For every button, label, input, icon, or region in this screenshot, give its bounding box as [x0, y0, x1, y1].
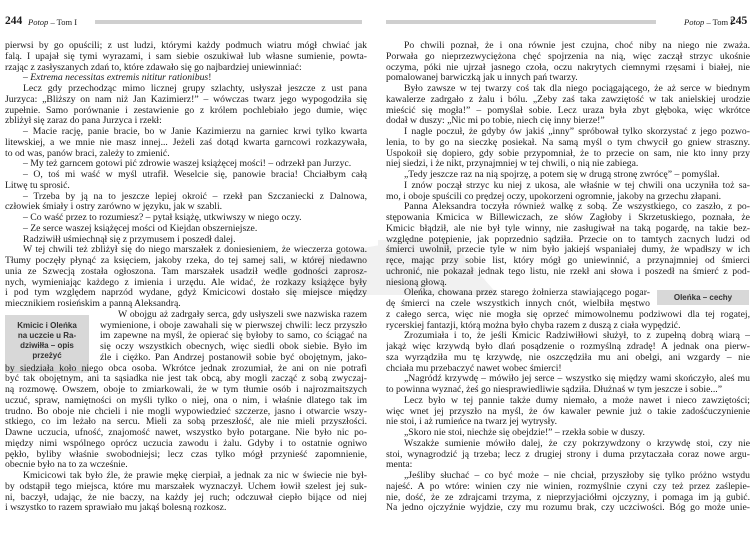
page-number: 244: [5, 15, 23, 27]
text-line: uczuć, spraw, namiętności on myśli tylko o niej, ona o nim, i właśnie dlatego tak im: [5, 395, 367, 406]
text-line: mieścić się mogła!” – pomyślał sobie. Lecz uraza była zbyt głęboka, więc wkrótce: [386, 105, 750, 116]
text-line: źle i ciężko. Pan Andrzej postanowił sobie być obojętnym, jako-: [100, 352, 367, 363]
text-line: obecnie było na to za wcześnie.: [5, 460, 128, 471]
text-line: „Tedy jeszcze raz na nią spojrzę, a potem się w drugą stronę zwrócę” – pomyślał.: [404, 170, 720, 180]
text-line: nie, dość, że ze zdrajcami trzyma, z nieprzyjaciółmi ojczyzny, i pomaga im ją gubić.: [386, 492, 750, 503]
text-line: Jurzyca: „Bliższy on nam niż Jan Kazimierz!” – wówczas twarz jego wypogodziła się: [5, 94, 367, 105]
paragraph: [5, 84, 367, 127]
text-line: Litwę tu sprosić.: [5, 180, 70, 191]
running-title-volume: – Tom I: [704, 17, 734, 27]
running-title-book: Potop: [28, 17, 49, 27]
paragraph: [5, 310, 367, 471]
quote-punctuation: !: [208, 73, 212, 84]
text-line: to od was, panów braci, zależy to zmienić.: [5, 148, 170, 159]
text-line: pękło, byliby właśnie swobodniejsi; lecz czas tylko mógł przynieść zapomnienie,: [5, 449, 367, 460]
text-line: rycerskiej fantazji, którą można było chyba razem z duszą z ciała wypędzić.: [386, 320, 681, 331]
text-line: Było zawsze w tej twarzy coś tak dla niego pociągającego, że aż serce w biednym: [404, 84, 750, 94]
paragraph: [386, 331, 750, 374]
text-line: Lecz gdy przechodząc mimo licznej grupy szlachty, usłyszał jeszcze z ust pana: [23, 84, 367, 94]
text-line: niej siedzi, i że nikt, przynajmniej w tej chwili, o nią nie zabiega.: [386, 159, 639, 170]
text-line: więc wnet jej przyszło na myśl, że ów kawaler pewnie już o takie zadośćuczynienie: [386, 406, 750, 417]
text-line: jakąż więc krzywdą było dlań posądzenie o rozmyślną zdradę! A jednak ona pierw-: [386, 342, 750, 352]
text-line: ną rozmowę. Owszem, oboje to zmiarkowali, że w tym tłumie osób i najrozmaitszych: [5, 385, 367, 395]
paragraph: [386, 428, 750, 439]
margin-note-line: przeżyć: [32, 351, 62, 360]
paragraph: [386, 127, 750, 170]
text-line: chciała mu przebaczyć nawet wobec śmierci!: [386, 363, 562, 374]
text-line: mo, i oboje spuścili co prędzej oczy, upokorzeni ogromnie, jakoby na grzechu złapani.: [386, 191, 722, 202]
text-line: Na jedno ojczyźnie wyjdzie, czy mu rozumu brak, czy uczciwości. Bóg go może unie-: [386, 503, 750, 514]
paragraph: [386, 471, 750, 514]
text-line: Lecz było w tej pannie także dumy niemało, a może nawet i nieco zawziętości;: [404, 395, 750, 406]
text-line: „Nagródź krzywdę – mówiło jej serce – wszystko się między wami skończyło, aleś mu: [404, 374, 750, 385]
paragraph: [386, 84, 750, 127]
text-line: by odstąpił tego miejsca, które mu marszałek wyznaczył. Uchem łowił szelest jej suk-: [5, 481, 367, 492]
text-line: stoi, wynagrodzić ją trzeba; lecz z drugiej strony i duma przytaczała coraz nowe argu-: [386, 449, 750, 460]
text-line: sza wyrządziła mu tę krzywdę, nie oszczędziła mu ani obelgi, ani wzgardy – nie: [386, 352, 750, 363]
paragraph: [5, 170, 367, 192]
text-line: być tak obojętnym, ani ta sąsiadka nie jest tak obcą, aby mogli zacząć z sobą zwyczaj-: [5, 374, 367, 385]
text-line: – Macie rację, panie bracie, bo w Janie Kazimierzu na garniec krwi tylko kwarta: [23, 127, 367, 137]
text-line: W tej chwili też zbliżył się do niego marszałek z doniesieniem, że wieczerza gotowa.: [23, 245, 367, 256]
text-line: ręce, mając przy sobie list, który mógł go uniewinnić, a przynajmniej od śmierci: [386, 256, 750, 266]
text-line: ni, baczył, udając, że nie baczy, na każdy jej ruch; odczuwał ciepło bijące od niej: [5, 492, 367, 503]
paragraph: [386, 396, 750, 428]
text-line: – Co waść przez to rozumiesz? – pytał książę, utkwiwszy w niego oczy.: [23, 213, 302, 223]
text-line: trudno. Bo oboje nie chcieli i nie mogli wypowiedzieć szczerze, jasno i otwarcie wszy-: [5, 406, 367, 417]
paragraph: [5, 192, 367, 214]
text-line: rzając z zasłyszanych zdań to, które zdawało się go najbardziej uniewinniać:: [5, 62, 302, 73]
paragraph: [386, 202, 750, 288]
paragraph: [5, 235, 367, 246]
text-line: między nimi wspólnego oprócz uczucia zawodu i żalu. Gdyby i to ostatnie ogniwo: [5, 438, 367, 449]
text-line: nie stoi, i aż rumieńce na twarz jej wytrysły.: [386, 417, 557, 428]
text-line: stkiego, co im leżało na sercu. Mieli za sobą przeszłość, ale nie mieli przyszłości.: [5, 417, 367, 428]
text-line: lenia, to by go na sieczkę posiekał. Na samą myśl o tym chwycił go gniew straszny.: [386, 137, 750, 148]
text-line: W obojgu aż zadrgały serca, gdy usłyszeli swe nazwiska razem: [118, 309, 367, 320]
text-line: pierwsi by go opuścili; z ust ludzi, którymi każdy podmuch wiatru mógł chwiać jak: [5, 41, 367, 51]
margin-note-line: dziwiłła – opis: [20, 341, 74, 350]
running-title-volume: – Tom I: [48, 17, 78, 27]
text-line: kawalerze zadrgało z żalu i bólu. „Żeby zaś taka zawziętość w tak anielskiej urodzie: [386, 94, 750, 105]
text-line: Porwała go nieprzezwyciężona chęć spojrzenia na nią, więc zaczął strzyc ukośnie: [386, 51, 750, 62]
text-line: stępowania Kmicica w Billewiczach, ze słów Zagłoby i Skrzetuskiego, poznała, że: [386, 213, 750, 223]
paragraph: [386, 170, 750, 181]
text-line: I znów począł strzyc ku niej z ukosa, ale właśnie w tej chwili ona uczyniła toż sa-: [404, 180, 750, 191]
paragraph: [5, 127, 367, 159]
text-line: Radziwiłł uśmiechnął się z przymusem i poszedł dalej.: [23, 234, 236, 245]
text-line: Po chwili poznał, że i ona równie jest czujna, choć niby na niego nie zważa.: [404, 41, 750, 51]
paragraph: [5, 159, 367, 170]
text-line: miecznikiem rosieńskim a panną Aleksandrą.: [5, 299, 181, 309]
text-line: by siedziała koło niego obca osoba. Wkrótce jednak zrozumiał, że ani on nie potrafi: [5, 363, 367, 374]
text-line: litewskiej, a we mnie nie masz innej... Jeżeli zaś dotąd kwarta garncowi rozkazywała,: [5, 137, 367, 148]
latin-quote: Extrema necessitas extremis nititur rationibus: [30, 73, 209, 84]
page-body: [386, 41, 750, 514]
running-title: [684, 17, 733, 27]
paragraph: [386, 41, 750, 84]
paragraph: [5, 73, 367, 84]
text-line: – My też garncem gotowi pić zdrowie waszej książęcej mości! – odrzekł pan Jurzyc.: [23, 159, 352, 170]
running-title: [28, 17, 77, 27]
margin-note-line: Oleńka – cechy: [673, 293, 733, 302]
text-line: Wszakże sumienie mówiło dalej, że czy pokrzywdzony o krzywdę stoi, czy nie: [404, 438, 750, 449]
paragraph: [5, 213, 367, 224]
paragraph: [5, 41, 367, 73]
text-line: nych, wymieniając każdego z imienia i urzędu. Ale widać, że rozkazy książęce były: [5, 277, 367, 288]
text-line: I nagle poczuł, że gdyby ów jakiś „inny” spróbował tylko skorzystać z jego pozwo-: [404, 127, 750, 137]
margin-note-line: Kmicic i Oleńka: [17, 321, 77, 330]
margin-note-line: na uczcie u Ra-: [17, 331, 77, 340]
text-line: się oczy wszystkich obecnych, więc siedli obok siebie. Było im: [100, 342, 367, 352]
text-line: Dawne uczucia, ufność, znajomość nawet, wszystko było potargane. Nie było nic po-: [5, 428, 367, 438]
text-line: Kmicic błądził, ale nie był tyle winny, nie zasługiwał na taką pogardę, na takie bez-: [386, 223, 750, 234]
text-line: wymienione, i oboje zawahali się w pierwszej chwili: lecz przyszło: [100, 320, 367, 331]
header-rule: [386, 20, 656, 24]
text-line: i pod tym względem naprzód wydane, gdyż Kmicicowi dostało się miejsce między: [5, 288, 367, 299]
text-line: Uspokoił się dopiero, gdy sobie przypomniał, że to przecie on sam, nie kto inny przy: [386, 148, 750, 159]
page-number: 245: [730, 15, 748, 27]
running-title-book: Potop: [684, 17, 705, 27]
text-line: menta:: [386, 460, 413, 471]
text-line: [5, 73, 367, 84]
text-line: Tłumy poczęły płynąć za księciem, jakoby rzeka, do tej samej sali, w której niedawno: [5, 256, 367, 266]
right-page: [378, 0, 755, 538]
text-line: niesioną głową.: [386, 277, 447, 288]
text-line: człowiek śmiały i ostry zarówno w języku, jak w szabli.: [5, 202, 223, 213]
header-rule: [95, 20, 362, 24]
text-line: to powinna wyznać, żeś go niesprawiedliwie sądziła. Dłużnaś w tym jeszcze i sobie...”: [386, 385, 722, 395]
text-line: unia ze Szwecją została ogłoszona. Tam marszałek usadził wedle godności zaprosz-: [5, 266, 367, 277]
paragraph: [5, 245, 367, 310]
text-line: Zrozumiała i to, że jeśli Kmicic Radziwiłłowi służył, to z zupełną dobrą wiarą –: [404, 331, 750, 342]
text-line: względne potępienie, jak poprzednio sądziła. Przecie on to tamtych zacnych ludzi od: [386, 234, 750, 245]
page-body: [5, 41, 367, 514]
text-line: im zapewne na myśl, że opierać się byłoby to samo, co ściągać na: [100, 331, 367, 342]
paragraph: [386, 439, 750, 471]
text-line: – O, toś mi waść w myśl utrafił. Weselcie się, panowie bracia! Chciałbym całą: [23, 170, 367, 180]
text-line: śmierci uwolnił, przecie tyle w nim było jakiejś wspaniałej dumy, że wpadłszy w ich: [386, 245, 750, 256]
text-line: „Skoro nie stoi, niechże się obejdzie!” – rzekła sobie w duszy.: [404, 428, 645, 438]
paragraph: [386, 181, 750, 203]
text-line: uchronić, nie pokazał jednak tego listu, nie rzekł ani słowa i poszedł na śmierć z pod-: [386, 266, 750, 277]
text-line: z całego serca, więc nie mogła się oprzeć mimowolnemu podziwowi dla tej rogatej,: [386, 309, 750, 320]
left-page: [0, 0, 377, 538]
paragraph: [386, 374, 750, 396]
quote-punctuation: –: [23, 73, 31, 84]
text-line: zbliżył się zaraz do pana Jurzyca i rzekł:: [5, 116, 162, 127]
paragraph: [386, 288, 750, 331]
paragraph: [5, 224, 367, 235]
text-line: Panna Aleksandra toczyła również walkę z sobą. Ze wszystkiego, co zaszło, z po-: [404, 202, 750, 213]
text-line: – Że serce waszej książęcej mości od Kiejdan obszerniejsze.: [23, 223, 258, 234]
text-line: oczyma, póki nie ujrzał jasnego czoła, oczu nakrytych ciemnymi rzęsami i białej, nie: [386, 62, 750, 73]
text-line: zupełnie. Samo porównanie i zestawienie go z królem pochlebiało jego dumie, więc: [5, 105, 367, 116]
text-line: „Jeśliby słuchać – co być może – nie chciał, przyszłoby się tylko próżno wstydu: [404, 471, 750, 481]
text-line: najeść. A po wtóre: winien czy nie winien, rozmyślnie czyni czy też przez zaślepie-: [386, 481, 750, 492]
text-line: dę śmierci na czele wszystkich innych cnót, wielbiła męstwo: [386, 299, 650, 309]
text-line: – Trzeba by ją na to jeszcze lepiej okroić – rzekł pan Szczaniecki z Dalnowa,: [23, 191, 367, 202]
text-line: Oleńka, chowana przez starego żołnierza stawiającego pogar-: [404, 288, 650, 299]
paragraph: [5, 471, 367, 514]
text-line: i wszystko to razem sprawiało mu jakąś bolesną rozkosz.: [5, 503, 227, 514]
text-line: Kmicicowi tak było źle, że prawie mękę cierpiał, a jednak za nic w świecie nie był-: [23, 471, 367, 481]
text-line: dodał w duszy: „Nic mi po tobie, niech cię inny bierze!”: [386, 116, 605, 127]
text-line: pomalowanej barwiczką jak u innych pań twarzy.: [386, 73, 578, 84]
text-line: falą. I upajał się tymi wyrazami, i sam siebie oszukiwał lub własne sumienie, powta-: [5, 51, 367, 62]
